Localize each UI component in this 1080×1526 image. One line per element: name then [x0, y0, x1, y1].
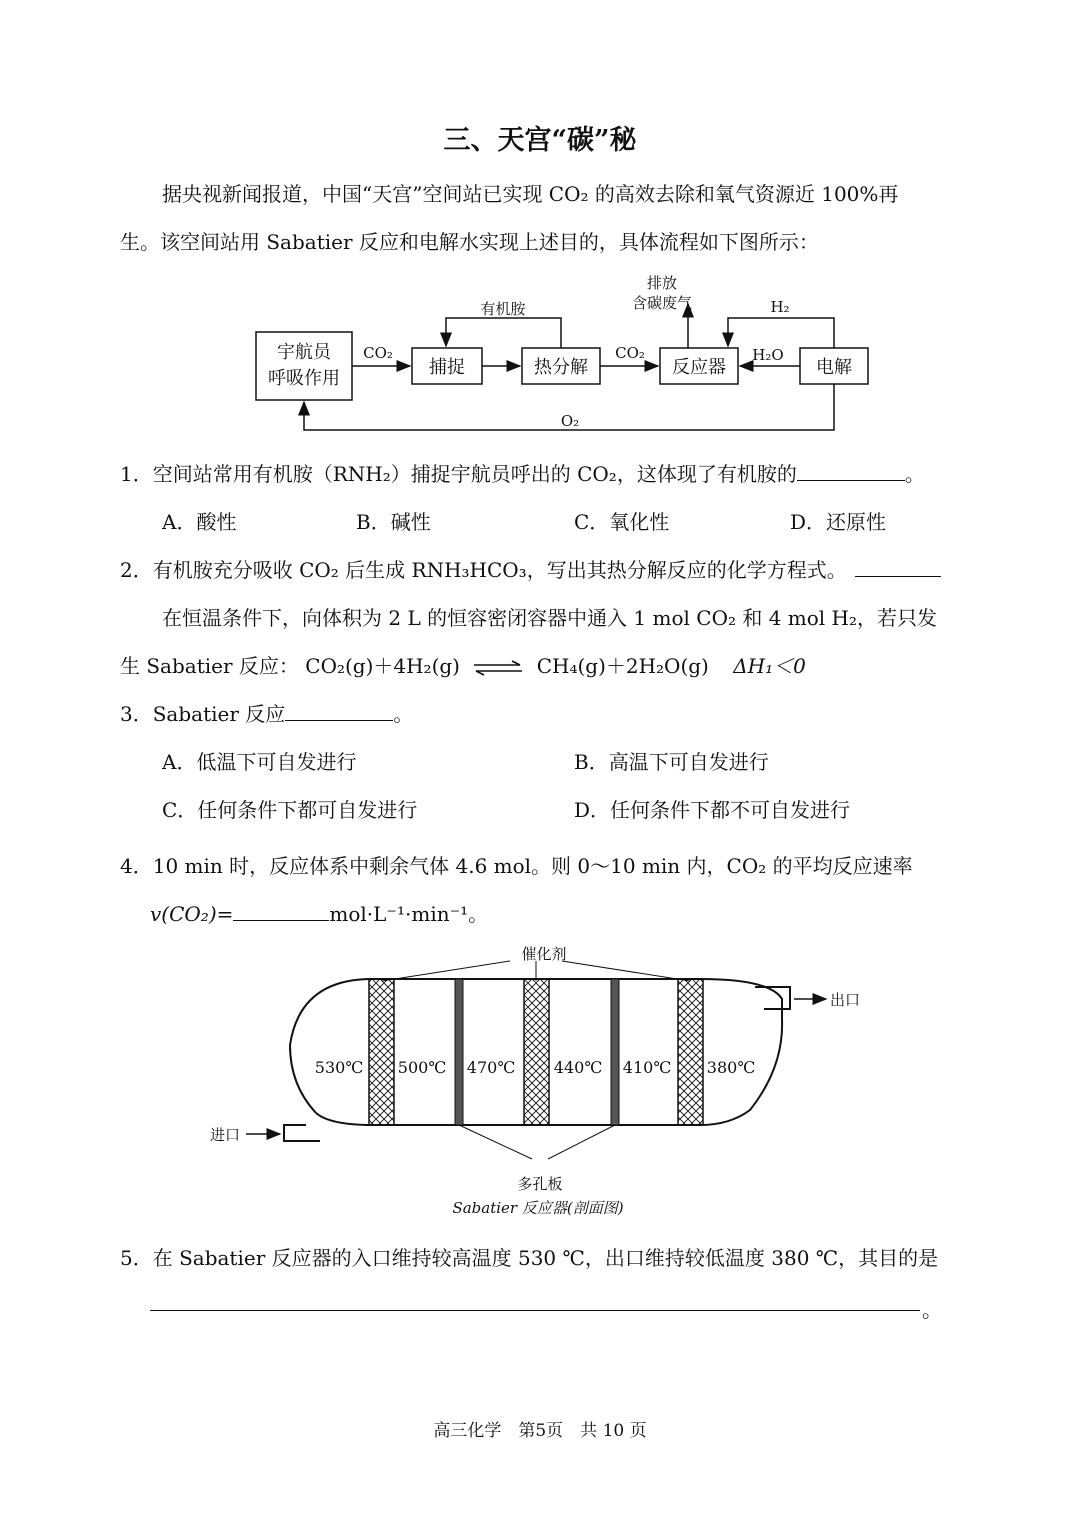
catalyst-label: 催化剂 [521, 945, 567, 963]
catalyst-bed-1 [369, 979, 394, 1125]
capture-label: 捕捉 [429, 357, 465, 378]
q3-option-b: B．高温下可自发进行 [574, 750, 769, 774]
porous-plate-label: 多孔板 [517, 1175, 563, 1193]
question-3-text: 3．Sabatier 反应 [120, 702, 286, 726]
rate-unit: mol·L⁻¹·min⁻¹。 [329, 902, 489, 926]
condition-line-1: 在恒温条件下，向体积为 2 L 的恒容密闭容器中通入 1 mol CO₂ 和 4 mol H₂，若只发 [162, 606, 938, 630]
astronaut-label-1: 宇航员 [277, 342, 331, 363]
question-5-end: 。 [922, 1298, 942, 1322]
process-flow-diagram [0, 260, 1080, 440]
condition-line-2 [120, 650, 806, 679]
answer-blank-5 [150, 1310, 920, 1311]
intro-line-1: 据央视新闻报道，中国“天宫”空间站已实现 CO₂ 的高效去除和氧气资源近 100%再 [162, 182, 899, 206]
question-2 [120, 554, 941, 583]
question-3 [120, 698, 413, 727]
decompose-label: 热分解 [534, 357, 588, 378]
temperature-zone-3: 470℃ [466, 1058, 516, 1077]
enthalpy-change: ΔH₁＜0 [733, 654, 806, 678]
temperature-zone-4: 440℃ [553, 1058, 603, 1077]
page-footer: 高三化学 第5页 共 10 页 [433, 1421, 647, 1441]
co2-label-b: CO₂ [615, 344, 645, 362]
question-4-line-2 [150, 898, 488, 927]
reactor-label: 反应器 [672, 357, 726, 378]
question-3-end: 。 [393, 702, 414, 726]
temperature-zone-6: 380℃ [706, 1058, 756, 1077]
question-1 [120, 458, 925, 487]
inlet-label: 进口 [210, 1126, 241, 1144]
temperature-zone-1: 530℃ [314, 1058, 364, 1077]
h2o-label: H₂O [752, 346, 784, 364]
question-4-line-1: 4．10 min 时，反应体系中剩余气体 4.6 mol。则 0～10 min 内，CO₂ 的平均反应速率 [120, 854, 913, 878]
q1-option-d: D．还原性 [790, 510, 887, 534]
exhaust-label-1: 排放 [646, 274, 678, 292]
h2-label: H₂ [770, 298, 790, 316]
answer-blank-1 [797, 462, 905, 481]
exhaust-label-2: 含碳废气 [631, 294, 693, 312]
q3-option-d: D．任何条件下都不可自发进行 [574, 798, 851, 822]
catalyst-bed-3 [678, 979, 703, 1125]
answer-blank-2 [855, 558, 941, 577]
question-1-text: 1．空间站常用有机胺（RNH₂）捕捉宇航员呼出的 CO₂，这体现了有机胺的 [120, 462, 797, 486]
o2-label: O₂ [560, 412, 580, 430]
outlet-label: 出口 [830, 991, 861, 1009]
rate-prefix: v(CO₂)= [150, 902, 234, 926]
q3-option-a: A．低温下可自发进行 [162, 750, 357, 774]
intro-line-2: 生。该空间站用 Sabatier 反应和电解水实现上述目的，具体流程如下图所示： [120, 230, 819, 254]
equilibrium-arrow-icon [472, 660, 524, 676]
porous-plate-1 [455, 979, 463, 1125]
amine-label: 有机胺 [480, 300, 526, 318]
q1-option-b: B．碱性 [356, 510, 431, 534]
sabatier-reactor-diagram [0, 935, 1080, 1225]
answer-blank-3 [285, 702, 393, 721]
q3-option-c: C．任何条件下都可自发进行 [162, 798, 418, 822]
question-5-text: 5．在 Sabatier 反应器的入口维持较高温度 530 ℃，出口维持较低温度 380 ℃，其目的是 [120, 1246, 939, 1270]
question-1-end: 。 [904, 462, 925, 486]
electrolysis-label: 电解 [816, 357, 852, 378]
answer-blank-4 [233, 902, 329, 921]
porous-plate-2 [611, 979, 619, 1125]
reactor-caption: Sabatier 反应器(剖面图) [452, 1199, 624, 1217]
catalyst-bed-2 [524, 979, 549, 1125]
q1-option-c: C．氧化性 [574, 510, 670, 534]
equation-rhs: CH₄(g)＋2H₂O(g) [536, 654, 709, 678]
temperature-zone-2: 500℃ [397, 1058, 447, 1077]
equation-lhs: CO₂(g)＋4H₂(g) [305, 654, 460, 678]
page-title: 三、天宫“碳”秘 [443, 125, 637, 156]
temperature-zone-5: 410℃ [622, 1058, 672, 1077]
question-2-text: 2．有机胺充分吸收 CO₂ 后生成 RNH₃HCO₃，写出其热分解反应的化学方程式。 [120, 558, 847, 582]
astronaut-label-2: 呼吸作用 [268, 368, 340, 389]
co2-label-a: CO₂ [363, 344, 393, 362]
condition-prefix: 生 Sabatier 反应： [120, 654, 299, 678]
q1-option-a: A．酸性 [162, 510, 237, 534]
